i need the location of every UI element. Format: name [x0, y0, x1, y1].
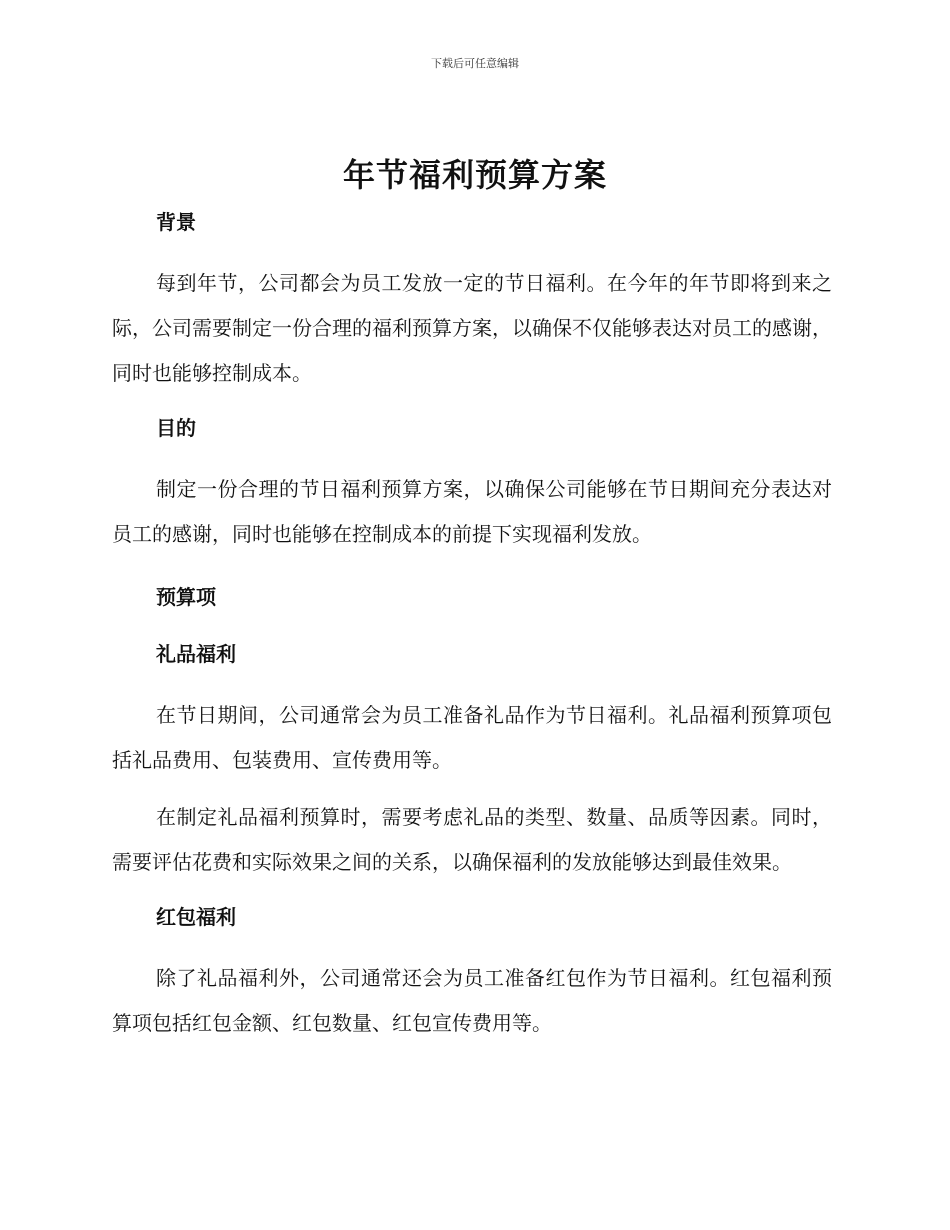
paragraph-gift-welfare-1: 在节日期间，公司通常会为员工准备礼品作为节日福利。礼品福利预算项包括礼品费用、包装费用、宣传费用等。: [112, 703, 832, 772]
section-heading-purpose: 目的: [156, 416, 196, 440]
section-heading-red-packet-welfare: 红包福利: [156, 905, 236, 929]
section-heading-gift-welfare: 礼品福利: [156, 642, 236, 666]
section-heading-budget-items: 预算项: [156, 585, 216, 609]
paragraph-red-packet-welfare: 除了礼品福利外，公司通常还会为员工准备红包作为节日福利。红包福利预算项包括红包金额、红包数量、红包宣传费用等。: [112, 966, 832, 1035]
paragraph-background: 每到年节，公司都会为员工发放一定的节日福利。在今年的年节即将到来之际，公司需要制定一份合理的福利预算方案，以确保不仅能够表达对员工的感谢，同时也能够控制成本。: [112, 271, 832, 385]
paragraph-gift-welfare-2: 在制定礼品福利预算时，需要考虑礼品的类型、数量、品质等因素。同时，需要评估花费和实际效果之间的关系，以确保福利的发放能够达到最佳效果。: [112, 805, 832, 874]
paragraph-purpose: 制定一份合理的节日福利预算方案，以确保公司能够在节日期间充分表达对员工的感谢，同时也能够在控制成本的前提下实现福利发放。: [112, 477, 832, 546]
header-note: 下载后可任意编辑: [431, 57, 519, 70]
section-heading-background: 背景: [156, 210, 196, 234]
document-body: [112, 205, 832, 1046]
document-title: 年节福利预算方案: [342, 156, 607, 194]
